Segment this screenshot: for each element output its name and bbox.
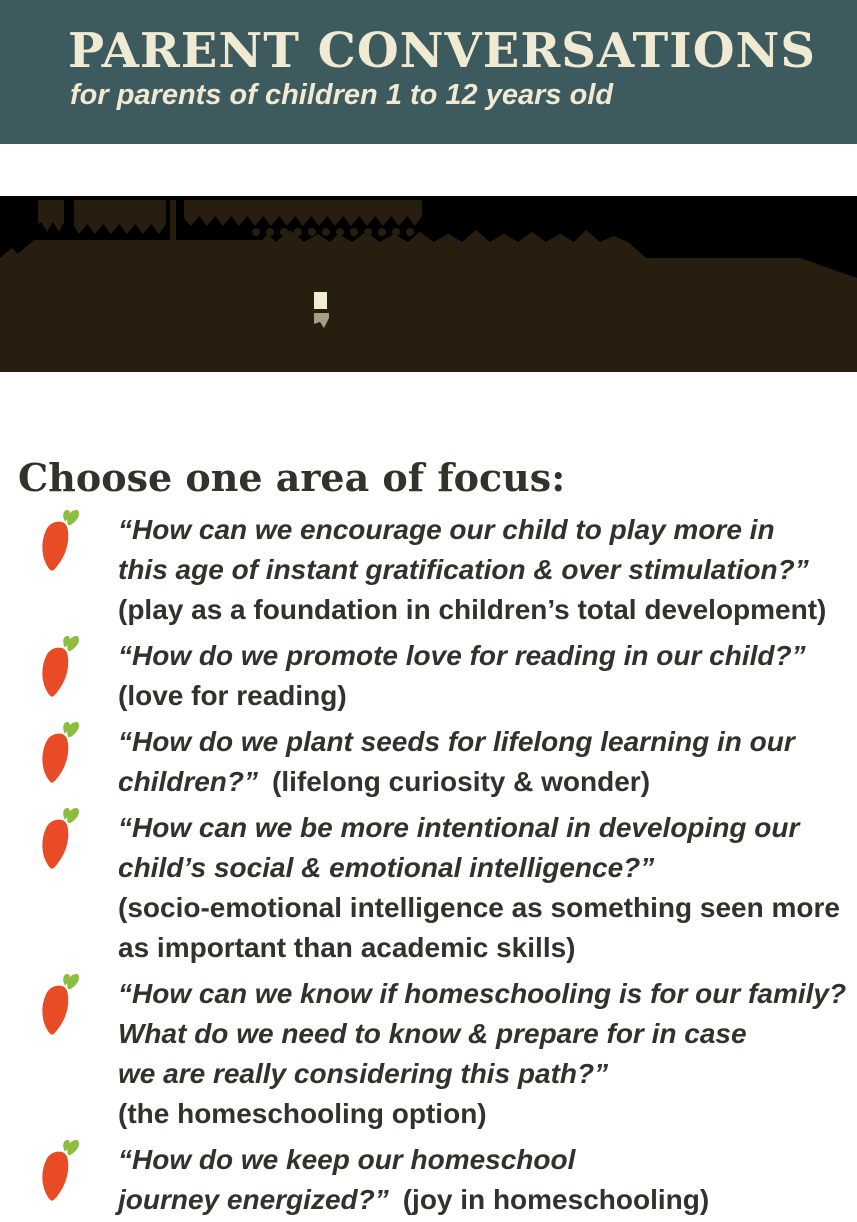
focus-item-line xyxy=(118,888,840,928)
question-quote: What do we need to know & prepare for in case xyxy=(118,1017,747,1049)
focus-item xyxy=(18,636,857,716)
question-quote: “How can we encourage our child to play more in xyxy=(118,513,775,545)
focus-item-text xyxy=(118,722,795,802)
question-quote: journey energized?” xyxy=(118,1183,389,1215)
focus-item-text xyxy=(118,636,806,716)
question-quote: children?” xyxy=(118,765,259,797)
focus-item-line xyxy=(118,550,826,590)
question-quote: “How do we plant seeds for lifelong learning in our xyxy=(118,725,795,757)
question-quote: child’s social & emotional intelligence?” xyxy=(118,851,655,883)
focus-area-note: (socio-emotional intelligence as something seen more xyxy=(118,891,840,923)
focus-area-note: (love for reading) xyxy=(118,679,347,711)
focus-item-line xyxy=(118,1094,846,1134)
content xyxy=(0,456,857,1220)
question-quote: “How can we be more intentional in developing our xyxy=(118,811,800,843)
carrot-icon xyxy=(38,972,84,1036)
focus-area-note: (play as a foundation in children’s total development) xyxy=(118,593,827,625)
question-quote: this age of instant gratification & over stimulation?” xyxy=(118,553,809,585)
focus-item-line xyxy=(118,1014,846,1054)
hero-banner-graphic xyxy=(0,196,857,372)
focus-item-text xyxy=(118,974,846,1134)
focus-item-line xyxy=(118,676,806,716)
question-quote: “How do we keep our homeschool xyxy=(118,1143,576,1175)
focus-item-line xyxy=(118,590,826,630)
focus-list xyxy=(18,510,857,1220)
focus-item-line xyxy=(118,808,840,848)
focus-area-note: (lifelong curiosity & wonder) xyxy=(272,765,651,797)
focus-area-note: (joy in homeschooling) xyxy=(402,1183,710,1215)
focus-item-line xyxy=(118,1180,709,1220)
focus-item xyxy=(18,974,857,1134)
hero-image-dark-banner xyxy=(0,196,857,372)
focus-item xyxy=(18,1140,857,1220)
carrot-icon xyxy=(38,1138,84,1202)
focus-heading: Choose one area of focus: xyxy=(18,455,566,500)
focus-area-note: as important than academic skills) xyxy=(118,931,576,963)
focus-item-line xyxy=(118,762,795,802)
focus-item-line xyxy=(118,722,795,762)
focus-item-line xyxy=(118,1140,709,1180)
question-quote: “How can we know if homeschooling is for our family? xyxy=(118,977,847,1009)
header-banner xyxy=(0,0,857,144)
carrot-icon xyxy=(38,806,84,870)
page-title: PARENT CONVERSATIONS xyxy=(68,23,817,79)
question-quote: we are really considering this path?” xyxy=(118,1057,609,1089)
focus-item-line xyxy=(118,848,840,888)
carrot-icon xyxy=(38,634,84,698)
focus-item xyxy=(18,510,857,630)
carrot-icon xyxy=(38,508,84,572)
focus-item-line xyxy=(118,636,806,676)
focus-item-line xyxy=(118,974,846,1014)
focus-item-text xyxy=(118,510,826,630)
question-quote: “How do we promote love for reading in our child?” xyxy=(118,639,806,671)
focus-area-note: (the homeschooling option) xyxy=(118,1097,487,1129)
focus-item-line xyxy=(118,1054,846,1094)
focus-item xyxy=(18,808,857,968)
page-subtitle: for parents of children 1 to 12 years old xyxy=(70,79,614,112)
focus-item xyxy=(18,722,857,802)
focus-item-text xyxy=(118,808,840,968)
focus-item-line xyxy=(118,928,840,968)
focus-item-text xyxy=(118,1140,709,1220)
carrot-icon xyxy=(38,720,84,784)
focus-item-line xyxy=(118,510,826,550)
